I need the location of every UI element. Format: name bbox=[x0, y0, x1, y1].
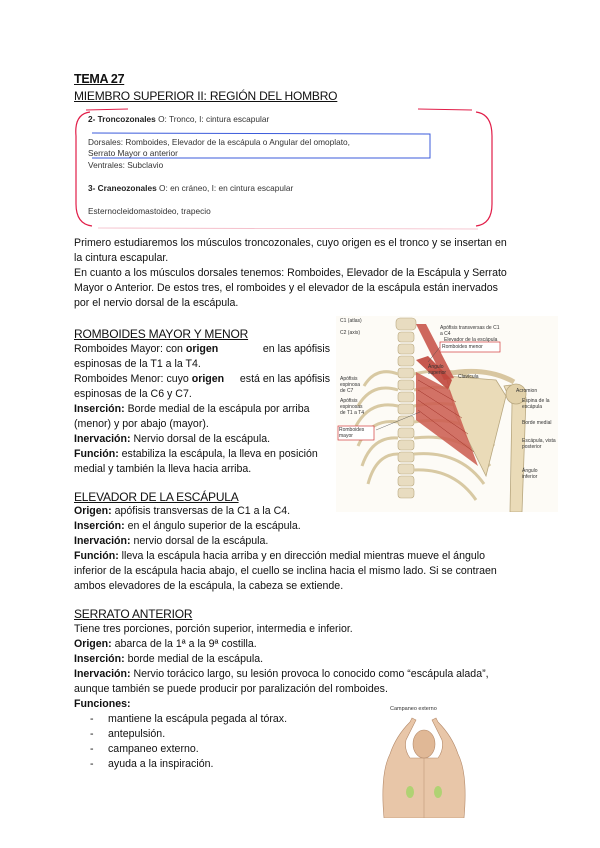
page-subtitle: MIEMBRO SUPERIOR II: REGIÓN DEL HOMBRO bbox=[74, 89, 338, 103]
serrato-text: Tiene tres porciones, porción superior, intermedia e inferior. Origen: abarca de la 1ª a la 9ª costilla. Inserción: borde medial de la escápula. Inervación: Nervio torácico largo, su lesión provoca lo conocido como “escápula alada”, aunque también se puede producir por paralización del romboides. Funciones: bbox=[74, 623, 489, 710]
outline-esternocleido: Esternocleidomastoideo, trapecio bbox=[88, 206, 211, 216]
label-angulo-inferior: Ángulo inferior bbox=[522, 468, 538, 480]
label-escapula-vista: Escápula, vista posterior bbox=[522, 438, 556, 450]
label-apofisis-t1-t4: Apófisis espinosas de T1 a T4 bbox=[340, 398, 364, 416]
page-title: TEMA 27 bbox=[74, 72, 125, 86]
section-heading-serrato: SERRATO ANTERIOR bbox=[74, 607, 193, 621]
label-acromion: Acromion bbox=[516, 388, 538, 394]
list-item: - mantiene la escápula pegada al tórax. bbox=[90, 713, 288, 725]
funciones-list bbox=[74, 712, 334, 772]
label-angulo-superior: Ángulo superior bbox=[428, 364, 447, 376]
label-apofisis-c7: Apófisis espinosa de C7 bbox=[340, 376, 361, 394]
section-heading-elevador: ELEVADOR DE LA ESCÁPULA bbox=[74, 490, 239, 504]
figure-shoulder-anatomy bbox=[336, 316, 558, 512]
figure-caption: Campaneo externo bbox=[390, 706, 437, 712]
outline-ventrales: Ventrales: Subclavio bbox=[88, 160, 164, 170]
label-c2: C2 (axis) bbox=[340, 330, 361, 336]
elevador-text: Origen: apófisis transversas de la C1 a la C4. Inserción: en el ángulo superior de la escápula. Inervación: nervio dorsal de la escápula. Función: lleva la escápula hacia arriba y en dirección medial mientras mueve el ángulo inferior de la escápula hacia abajo, el cuello se inclina hacia el mismo lado. Si se contraen ambos elevadores de la escápula, la cabeza se extiende. bbox=[74, 505, 497, 592]
list-item: - ayuda a la inspiración. bbox=[90, 758, 214, 770]
label-borde-medial: Borde medial bbox=[522, 420, 552, 426]
label-clavicula: Clavícula bbox=[458, 374, 479, 380]
label-apofisis-transversas: Apófisis transversas de C1 a C4 bbox=[440, 325, 500, 337]
list-item: - antepulsión. bbox=[90, 728, 166, 740]
label-romboides-mayor: Romboides mayor bbox=[339, 427, 365, 439]
label-romboides-menor: Romboides menor bbox=[442, 344, 483, 350]
outline-line-troncozonales: 2- Troncozonales O: Tronco, I: cintura escapular bbox=[88, 114, 270, 124]
list-item: - campaneo externo. bbox=[90, 743, 199, 755]
label-espina: Espina de la escápula bbox=[522, 398, 550, 410]
romboides-text: Romboides Mayor: con origen en las apófisis espinosas de la T1 a la T4. Romboides Menor: cuyo origen está en las apófisis espinosas de la C6 y C7. Inserción: Borde medial de la escápula por arriba (menor) y por abajo (mayor). Inervación: Nervio dorsal de la escápula. Función: estabiliza la escápula, la lleva en posición medial y también la lleva hacia arriba. bbox=[74, 343, 330, 475]
outline-box bbox=[68, 106, 500, 232]
outline-dorsales: Dorsales: Romboides, Elevador de la escápula o Angular del omoplato, bbox=[88, 137, 350, 147]
intro-paragraph: Primero estudiaremos los músculos troncozonales, cuyo origen es el tronco y se insertan en la cintura escapular. En cuanto a los músculos dorsales tenemos: Romboides, Elevador de la Escápula y Serrato Mayor o Anterior. De estos tres, el romboides y el elevador de la escápula están inervados por el nervio dorsal de la escápula. bbox=[74, 237, 507, 309]
outline-line-craneozonales: 3- Craneozonales O: en cráneo, I: en cintura escapular bbox=[88, 183, 294, 193]
label-elevador: Elevador de la escápula bbox=[444, 337, 498, 343]
outline-dorsales-2: Serrato Mayor o anterior bbox=[88, 148, 178, 158]
label-c1: C1 (atlas) bbox=[340, 318, 362, 324]
section-heading-romboides: ROMBOIDES MAYOR Y MENOR bbox=[74, 327, 249, 341]
figure-campaneo bbox=[376, 706, 472, 818]
